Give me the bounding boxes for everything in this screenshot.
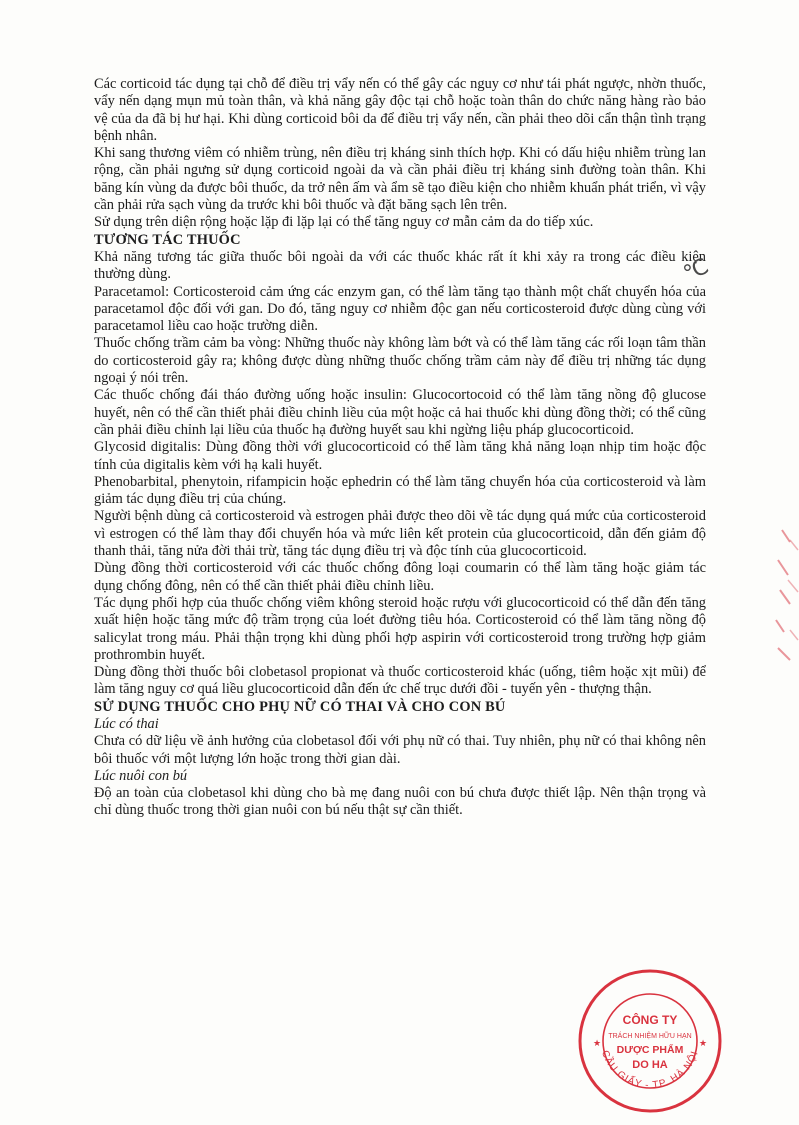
paragraph: Độ an toàn của clobetasol khi dùng cho bà mẹ đang nuôi con bú chưa được thiết lập. Nên thận trọng và chỉ dùng thuốc trong thời gian nuôi con bú nếu thật sự cần thiết. — [94, 785, 706, 819]
company-stamp — [577, 968, 723, 1114]
paragraph: Chưa có dữ liệu về ảnh hưởng của clobetasol đối với phụ nữ có thai. Tuy nhiên, phụ nữ có thai không nên bôi thuốc với một lượng lớn hoặc trong thời gian dài. — [94, 733, 706, 767]
section-heading-pregnancy: SỬ DỤNG THUỐC CHO PHỤ NỮ CÓ THAI VÀ CHO CON BÚ — [94, 698, 506, 715]
stamp-line1: CÔNG TY — [622, 1013, 678, 1027]
paragraph: Người bệnh dùng cả corticosteroid và estrogen phải được theo dõi về tác dụng quá mức của corticosteroid vì estrogen có thể làm thay đổi chuyển hóa và mức liên kết protein của glucocorticoid, dẫn đến giảm độ thanh thải, tăng nửa đời thải trừ, tăng tác dụng điều trị và độc tính của glucocorticoid. — [94, 508, 706, 560]
paragraph: Khả năng tương tác giữa thuốc bôi ngoài da với các thuốc khác rất ít khi xảy ra trong các điều kiện thường dùng. — [94, 248, 706, 283]
paragraph: Phenobarbital, phenytoin, rifampicin hoặc ephedrin có thể làm tăng chuyển hóa của corticosteroid và làm giảm tác dụng điều trị của chúng. — [94, 473, 706, 508]
stamp-ring-text: CẦU GIẤY - TP. HÀ NỘI — [598, 1049, 701, 1092]
paragraph: Dùng đồng thời corticosteroid với các thuốc chống đông loại coumarin có thể làm tăng hoặc giảm tác dụng chống đông, nên có thể cần thiết phải điều chỉnh liều. — [94, 560, 706, 594]
stamp-line4: DO HA — [632, 1059, 668, 1071]
subheading-nursing: Lúc nuôi con bú — [94, 767, 188, 784]
stamp-line3: DƯỢC PHẨM — [616, 1044, 684, 1056]
handwritten-initial-mark: ℃ — [679, 253, 713, 288]
stamp-line2: TRÁCH NHIỆM HỮU HẠN — [608, 1033, 692, 1040]
paragraph: Glycosid digitalis: Dùng đồng thời với glucocorticoid có thể làm tăng khả năng loạn nhịp tim hoặc độc tính của digitalis kèm với hạ kali huyết. — [94, 439, 706, 473]
side-stamp-fragment — [760, 520, 799, 680]
paragraph: Thuốc chống trầm cảm ba vòng: Những thuốc này không làm bớt và có thể làm tăng các rối loạn tâm thần do corticosteroid gây ra; không được dùng những thuốc chống trầm cảm này để điều trị những tác dụng ngoại ý nói trên. — [94, 335, 706, 387]
star-icon: ★ — [593, 1039, 602, 1049]
paragraph: Khi sang thương viêm có nhiễm trùng, nên điều trị kháng sinh thích hợp. Khi có dấu hiệu nhiễm trùng lan rộng, cần phải ngưng sử dụng corticoid ngoài da và cần phải điều trị kháng sinh đường toàn thân. Khi băng kín vùng da được bôi thuốc, da trở nên ấm và ẩm sẽ tạo điều kiện cho nhiễm khuẩn phát triển, vì vậy cần phải rửa sạch vùng da trước khi bôi thuốc và đặt băng sạch lên trên. — [94, 145, 706, 214]
paragraph: Các thuốc chống đái tháo đường uống hoặc insulin: Glucocortocoid có thể làm tăng nồng độ glucose huyết, nên có thể cần thiết phải điều chỉnh liều của một hoặc cả hai thuốc khi dùng đồng thời; có thể cũng cần phải điều chỉnh lại liều của thuốc hạ đường huyết sau khi ngừng liệu pháp glucocorticoid. — [94, 387, 706, 438]
paragraph: Dùng đồng thời thuốc bôi clobetasol propionat và thuốc corticosteroid khác (uống, tiêm hoặc xịt mũi) để làm tăng nguy cơ quá liều glucocorticoid dẫn đến ức chế trục dưới đồi - tuyến yên - thượng thận. — [94, 664, 706, 698]
paragraph: Paracetamol: Corticosteroid cảm ứng các enzym gan, có thể làm tăng tạo thành một chất chuyển hóa của paracetamol độc đối với gan. Do đó, tăng nguy cơ nhiễm độc gan nếu corticosteroid được dùng cùng với paracetamol liều cao hoặc trường diễn. — [94, 283, 706, 335]
paragraph: Các corticoid tác dụng tại chỗ để điều trị vẩy nến có thể gây các nguy cơ như tái phát ngược, nhờn thuốc, vẩy nến dạng mụn mủ toàn thân, và khả năng gây độc tại chỗ hoặc toàn thân do chức năng hàng rào bảo vệ của da đã bị hư hại. Khi dùng corticoid bôi da để điều trị vẩy nến, cần phải theo dõi cẩn thận tình trạng bệnh nhân. — [94, 76, 706, 144]
subheading-pregnant: Lúc có thai — [94, 715, 159, 732]
paragraph: Sử dụng trên diện rộng hoặc lặp đi lặp lại có thể tăng nguy cơ mẫn cảm da do tiếp xúc. — [94, 214, 594, 231]
document-body — [94, 76, 706, 820]
paragraph: Tác dụng phối hợp của thuốc chống viêm không steroid hoặc rượu với glucocorticoid có thể dẫn đến tăng xuất hiện hoặc tăng mức độ trầm trọng của loét đường tiêu hóa. Corticosteroid có thể làm tăng nồng độ salicylat trong máu. Phải thận trọng khi dùng phối hợp aspirin với corticosteroid trong trường hợp giảm prothrombin huyết. — [94, 594, 706, 663]
section-heading-interactions: TƯƠNG TÁC THUỐC — [94, 231, 241, 248]
star-icon: ★ — [699, 1039, 708, 1049]
